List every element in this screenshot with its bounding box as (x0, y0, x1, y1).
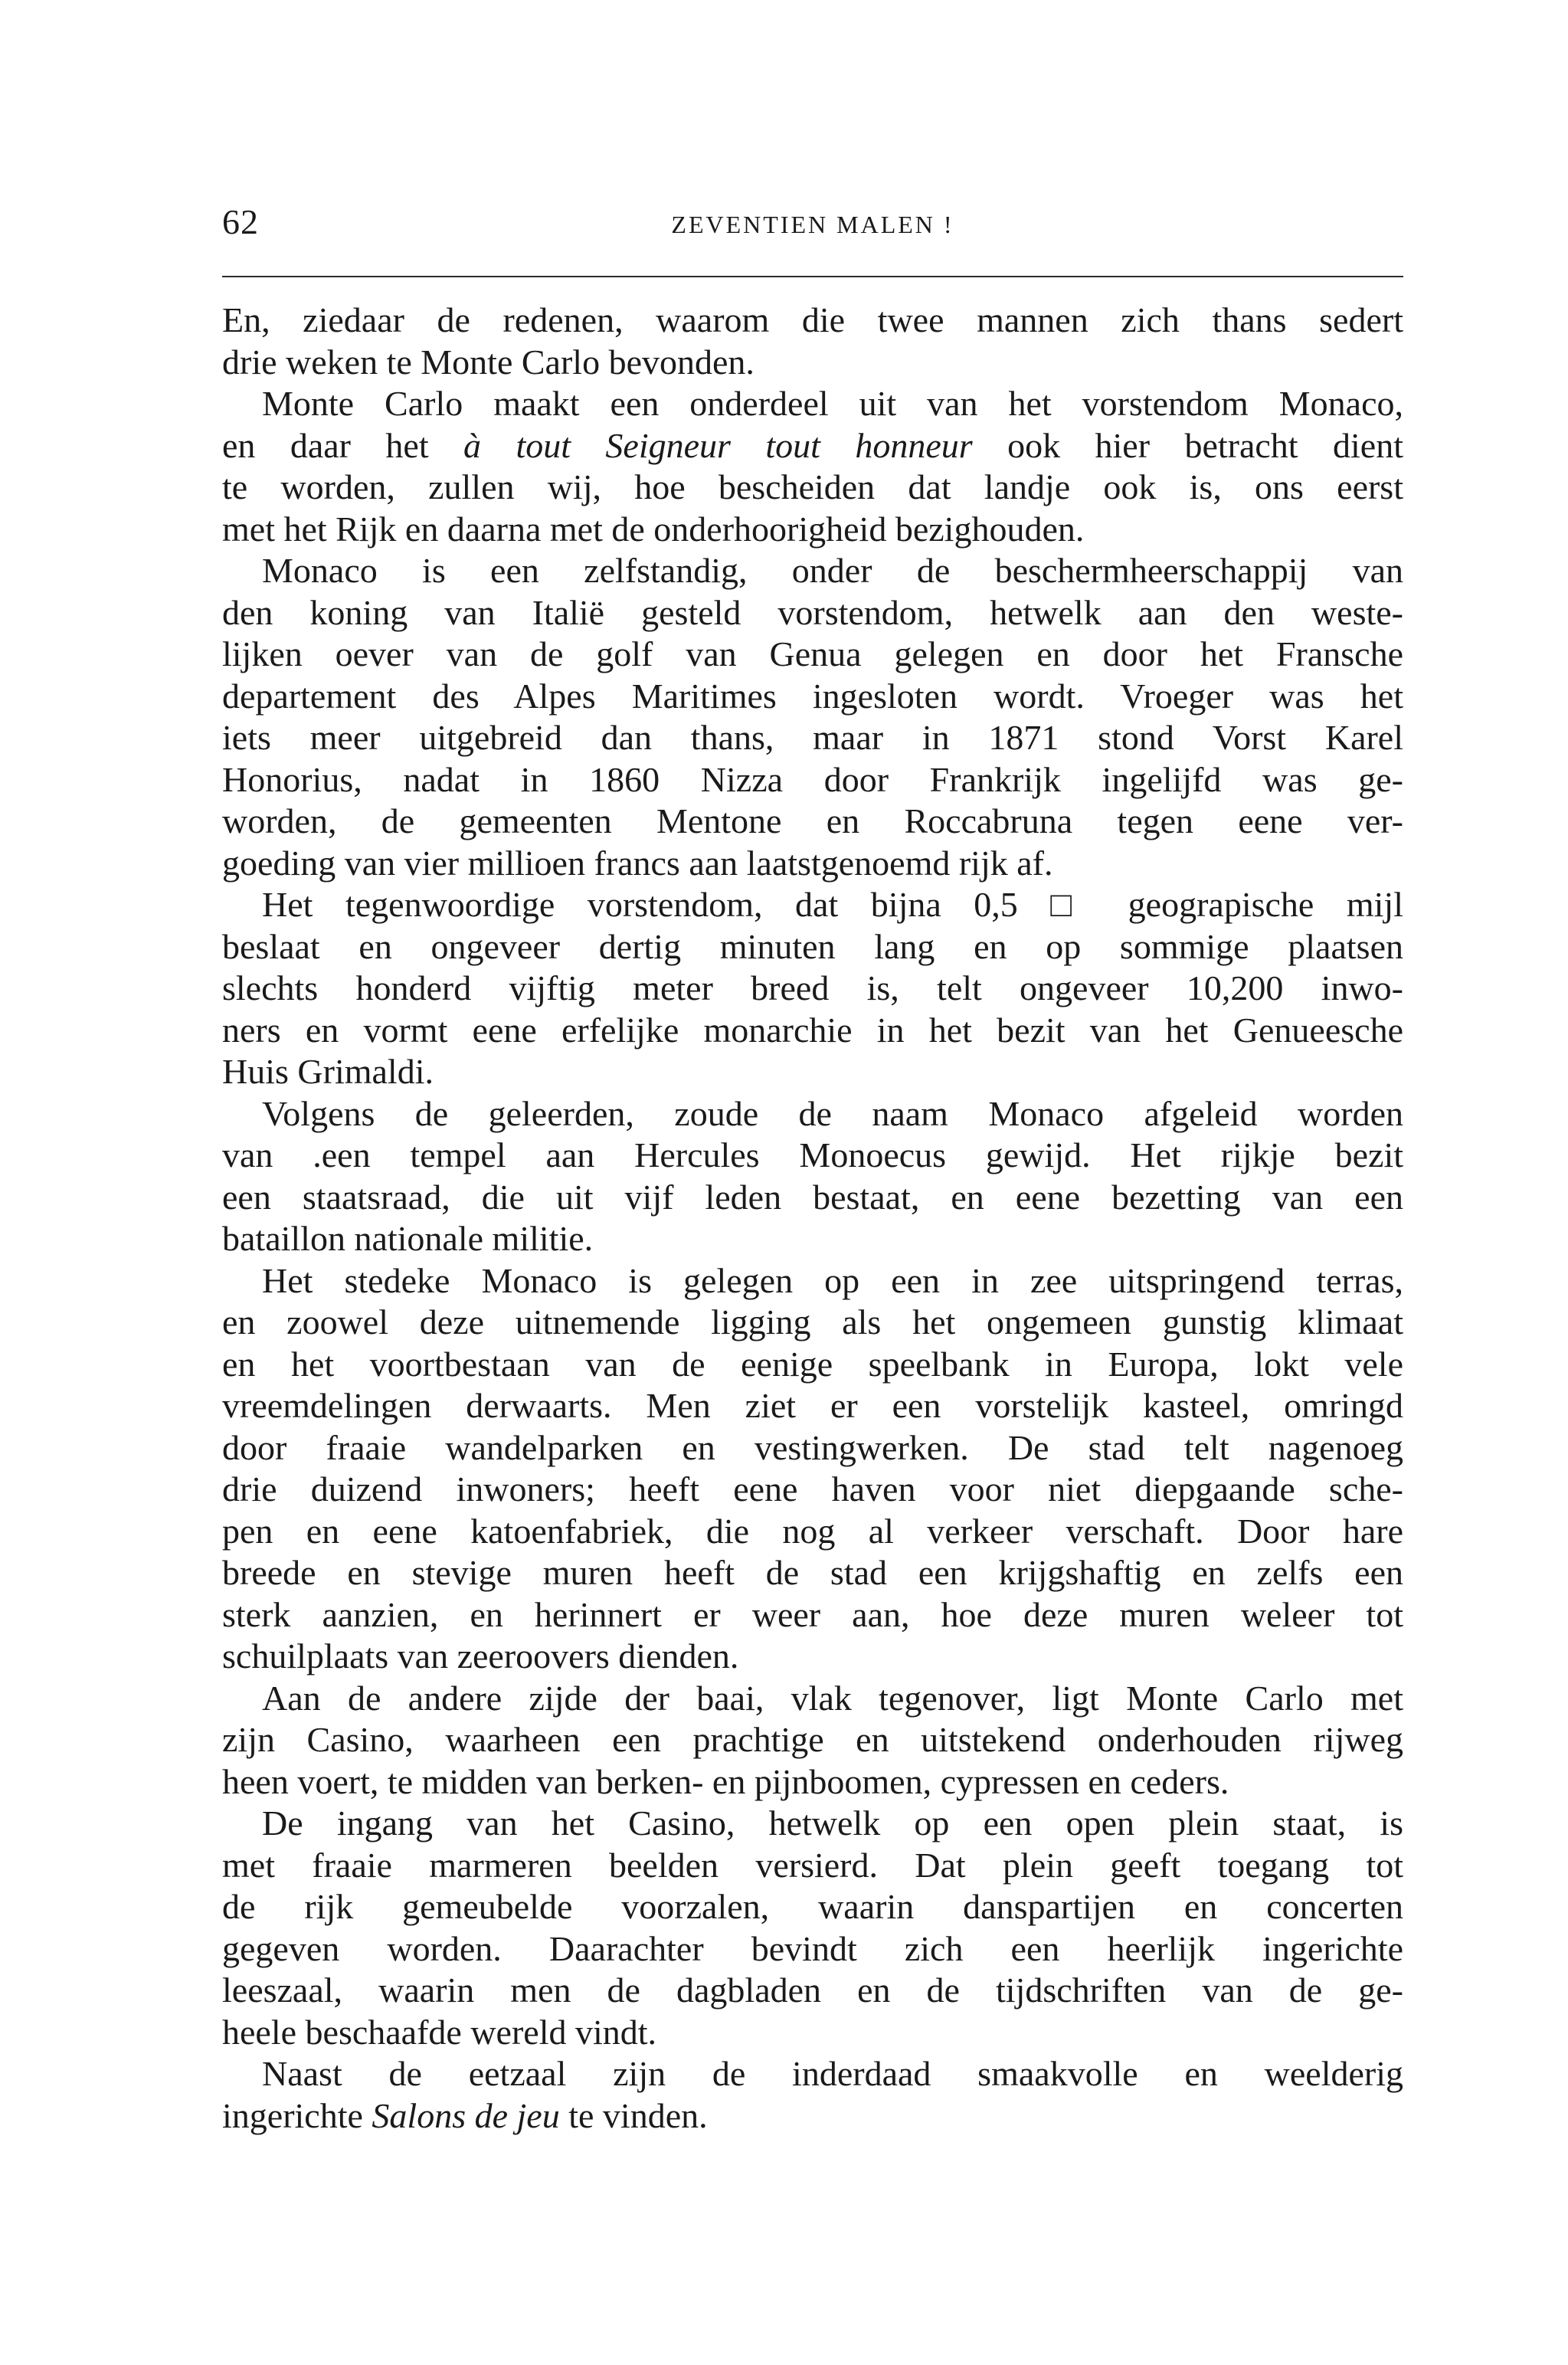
text-run: en zoowel deze uitnemende ligging als het ongemeen gunstig klimaat (222, 1302, 1403, 1341)
text-line (222, 1970, 1403, 2012)
text-run: te worden, zullen wij, hoe bescheiden dat landje ook is, ons eerst (222, 467, 1403, 506)
text-run: iets meer uitgebreid dan thans, maar in 1871 stond Vorst Karel (222, 718, 1403, 757)
text-line (222, 926, 1403, 968)
text-line (222, 1594, 1403, 1636)
page-header (222, 201, 1403, 247)
text-line (222, 300, 1403, 342)
text-run: sterk aanzien, en herinnert er weer aan, hoe deze muren weleer tot (222, 1594, 1403, 1634)
text-run: zijn Casino, waarheen een prachtige en uitstekend onderhouden rijweg (222, 1720, 1403, 1759)
text-run: slechts honderd vijftig meter breed is, telt ongeveer 10,200 inwo- (222, 968, 1403, 1007)
text-run: pen en eene katoenfabriek, die nog al verkeer verschaft. Door hare (222, 1511, 1403, 1551)
text-run: en daar het (222, 425, 464, 465)
text-run: door fraaie wandelparken en vestingwerken. De stad telt nagenoeg (222, 1427, 1403, 1467)
paragraph-first-line (222, 1093, 1403, 1135)
italic-phrase: à tout Seigneur tout honneur (463, 425, 973, 465)
text-line (222, 1010, 1403, 1052)
text-run: heele beschaafde wereld vindt. (222, 2012, 657, 2052)
text-line (222, 1761, 1403, 1803)
paragraph-first-line (222, 1803, 1403, 1845)
text-run: en het voortbestaan van de eenige speelbank in Europa, lokt vele (222, 1344, 1403, 1384)
text-run: departement des Alpes Maritimes ingesloten wordt. Vroeger was het (222, 676, 1403, 716)
text-line (222, 968, 1403, 1010)
text-run: En, ziedaar de redenen, waarom die twee mannen zich thans sedert (222, 300, 1403, 339)
text-line (222, 342, 1403, 384)
paragraph-first-line (222, 1260, 1403, 1302)
text-run: Honorius, nadat in 1860 Nizza door Frankrijk ingelijfd was ge- (222, 759, 1403, 799)
paragraph-first-line (222, 884, 1403, 926)
text-run: lijken oever van de golf van Genua gelegen en door het Fransche (222, 634, 1403, 673)
text-line (222, 634, 1403, 676)
text-line (222, 717, 1403, 759)
text-run: Naast de eetzaal zijn de inderdaad smaakvolle en weelderig (262, 2054, 1403, 2093)
text-run: beslaat en ongeveer dertig minuten lang en op sommige plaatsen (222, 926, 1403, 966)
header-rule (222, 276, 1403, 277)
text-line (222, 2012, 1403, 2054)
text-run: vreemdelingen derwaarts. Men ziet er een vorstelijk kasteel, omringd (222, 1386, 1403, 1425)
text-line (222, 1886, 1403, 1928)
text-line (222, 1177, 1403, 1219)
text-line (222, 843, 1403, 885)
text-run: ners en vormt eene erfelijke monarchie in het bezit van het Genueesche (222, 1010, 1403, 1050)
text-run: Monte Carlo maakt een onderdeel uit van het vorstendom Monaco, (262, 384, 1403, 423)
text-run: met fraaie marmeren beelden versierd. Dat plein geeft toegang tot (222, 1845, 1403, 1885)
text-line (222, 2095, 1403, 2137)
text-line (222, 1427, 1403, 1469)
text-run: Monaco is een zelfstandig, onder de beschermheerschappij van (262, 551, 1403, 590)
text-run: heen voert, te midden van berken- en pijnboomen, cypressen en ceders. (222, 1761, 1229, 1801)
text-line (222, 1469, 1403, 1511)
text-run: de rijk gemeubelde voorzalen, waarin danspartijen en concerten (222, 1887, 1403, 1926)
text-line (222, 509, 1403, 551)
text-line (222, 1051, 1403, 1093)
text-line (222, 1385, 1403, 1427)
text-line (222, 592, 1403, 634)
paragraph-first-line (222, 550, 1403, 592)
page-number: 62 (222, 202, 259, 241)
text-line (222, 1135, 1403, 1177)
text-line (222, 1552, 1403, 1594)
text-line (222, 1928, 1403, 1970)
paragraph-first-line (222, 2053, 1403, 2095)
text-line (222, 759, 1403, 801)
text-line (222, 676, 1403, 718)
running-title: ZEVENTIEN MALEN ! (671, 211, 954, 238)
text-line (222, 1302, 1403, 1344)
text-run: bataillon nationale militie. (222, 1219, 594, 1258)
text-run: een staatsraad, die uit vijf leden bestaat, en eene bezetting van een (222, 1177, 1403, 1217)
text-run: drie duizend inwoners; heeft eene haven voor niet diepgaande sche- (222, 1469, 1403, 1508)
text-run: Aan de andere zijde der baai, vlak tegenover, ligt Monte Carlo met (262, 1678, 1403, 1718)
text-run: drie weken te Monte Carlo bevonden. (222, 342, 755, 382)
text-run: Huis Grimaldi. (222, 1052, 434, 1091)
text-run: van .een tempel aan Hercules Monoecus gewijd. Het rijkje bezit (222, 1135, 1403, 1174)
text-run: ook hier betracht dient (972, 425, 1403, 465)
text-run: worden, de gemeenten Mentone en Roccabruna tegen eene ver- (222, 801, 1403, 840)
text-run: Het tegenwoordige vorstendom, dat bijna 0,5 □ geograpische mijl (262, 885, 1403, 924)
text-run: schuilplaats van zeeroovers dienden. (222, 1636, 739, 1675)
text-run: Volgens de geleerden, zoude de naam Monaco afgeleid worden (262, 1093, 1403, 1133)
text-run: met het Rijk en daarna met de onderhoorigheid bezighouden. (222, 509, 1085, 549)
text-line (222, 1344, 1403, 1386)
paragraph-first-line (222, 1678, 1403, 1720)
text-run: leeszaal, waarin men de dagbladen en de tijdschriften van de ge- (222, 1970, 1403, 2010)
paragraph-first-line (222, 383, 1403, 425)
text-line (222, 801, 1403, 843)
text-run: ingerichte (222, 2095, 372, 2135)
text-run: gegeven worden. Daarachter bevindt zich een heerlijk ingerichte (222, 1928, 1403, 1968)
text-run: breede en stevige muren heeft de stad een krijgshaftig en zelfs een (222, 1553, 1403, 1592)
text-line (222, 1218, 1403, 1260)
text-line (222, 425, 1403, 467)
text-line (222, 1636, 1403, 1678)
italic-phrase: Salons de jeu (372, 2095, 560, 2135)
text-line (222, 1845, 1403, 1887)
text-line (222, 467, 1403, 509)
text-line (222, 1511, 1403, 1553)
text-run: den koning van Italië gesteld vorstendom, hetwelk aan den weste- (222, 592, 1403, 632)
text-run: Het stedeke Monaco is gelegen op een in zee uitspringend terras, (262, 1260, 1403, 1300)
text-run: De ingang van het Casino, hetwelk op een open plein staat, is (262, 1803, 1403, 1843)
text-run: goeding van vier millioen francs aan laatstgenoemd rijk af. (222, 843, 1053, 883)
body-text (222, 300, 1403, 2137)
text-line (222, 1719, 1403, 1761)
text-run: te vinden. (559, 2095, 708, 2135)
